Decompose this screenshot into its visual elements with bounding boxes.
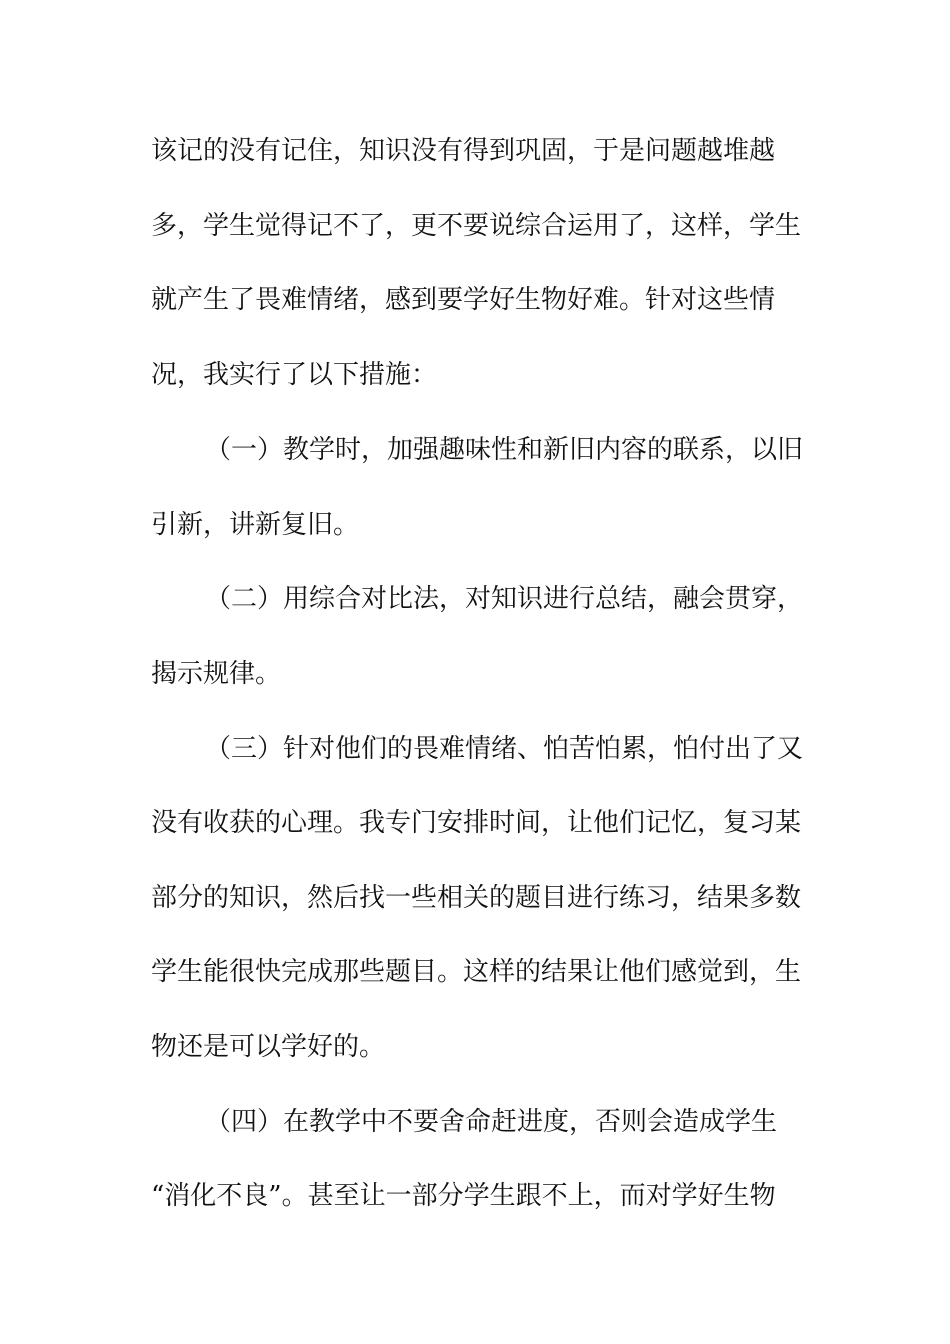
text-line: 物还是可以学好的。 xyxy=(151,1032,386,1062)
paragraph-start-line: （三）针对他们的畏难情绪、怕苦怕累，怕付出了又 xyxy=(205,734,804,764)
paragraph-start-line: （二）用综合对比法，对知识进行总结，融会贯穿， xyxy=(205,584,804,614)
text-line: 学生能很快完成那些题目。这样的结果让他们感觉到，生 xyxy=(151,957,802,987)
text-line: 揭示规律。 xyxy=(151,659,282,689)
paragraph-start-line: （四）在教学中不要舍命赶进度，否则会造成学生 xyxy=(205,1107,778,1137)
paragraph-start-line: （一）教学时，加强趣味性和新旧内容的联系，以旧 xyxy=(205,435,804,465)
text-line: 况，我实行了以下措施： xyxy=(151,360,438,390)
text-line: 就产生了畏难情绪，感到要学好生物好难。针对这些情 xyxy=(151,285,776,315)
text-line: 部分的知识，然后找一些相关的题目进行练习，结果多数 xyxy=(151,883,802,913)
text-line: 多，学生觉得记不了，更不要说综合运用了，这样，学生 xyxy=(151,211,802,241)
text-line: “消化不良”。甚至让一部分学生跟不上，而对学好生物 xyxy=(151,1181,776,1211)
text-line: 该记的没有记住，知识没有得到巩固，于是问题越堆越 xyxy=(151,136,776,166)
text-line: 引新，讲新复旧。 xyxy=(151,510,360,540)
text-line: 没有收获的心理。我专门安排时间，让他们记忆，复习某 xyxy=(151,808,802,838)
